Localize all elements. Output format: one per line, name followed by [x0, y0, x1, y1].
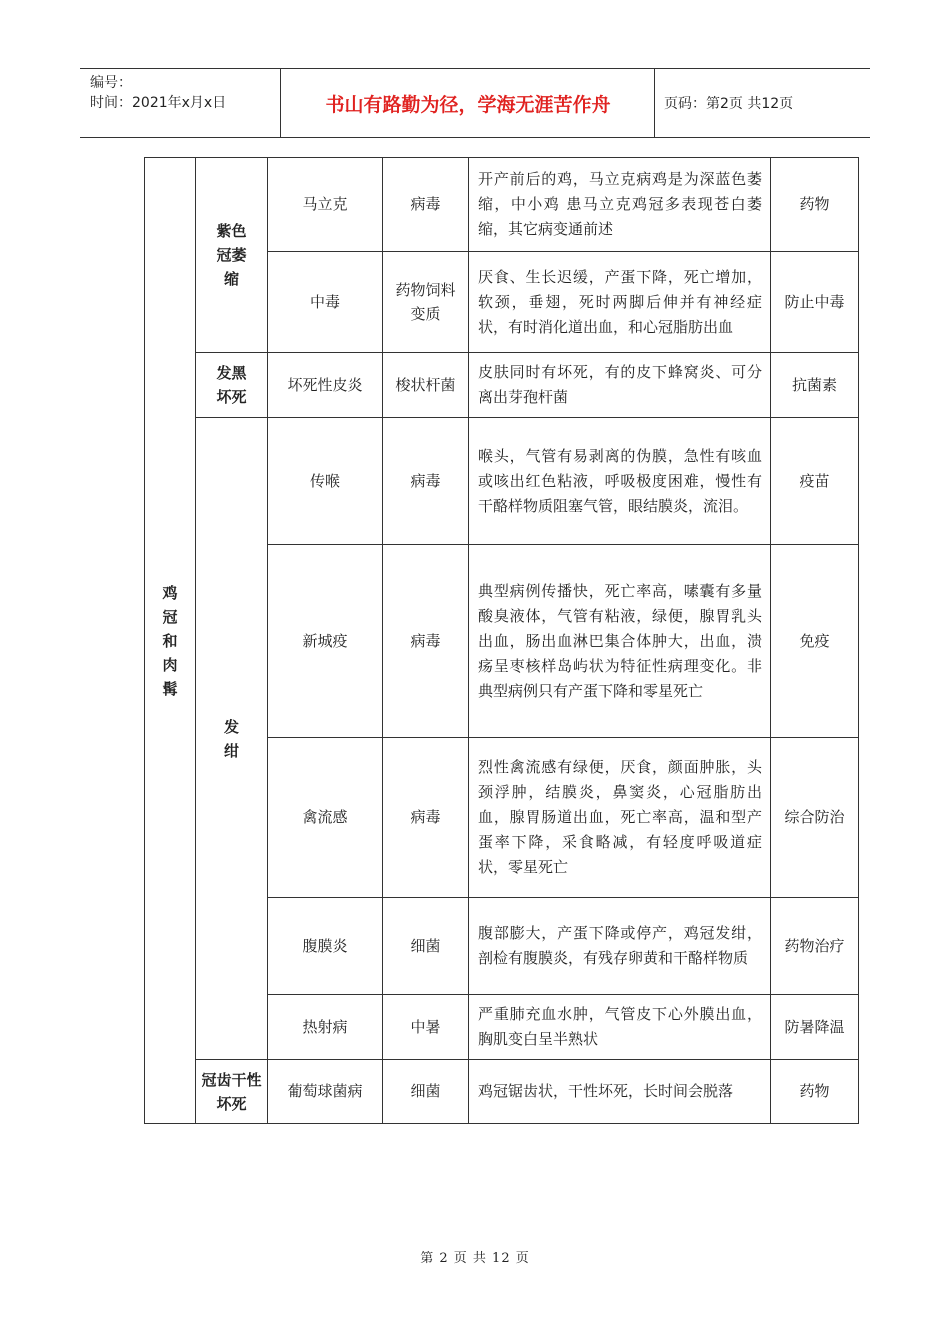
cause-cell [383, 252, 469, 353]
disease-cell: 新城疫 [268, 545, 383, 738]
table-row [145, 418, 859, 545]
description-cell: 严重肺充血水肿，气管皮下心外膜出血，胸肌变白呈半熟状 [469, 995, 771, 1060]
description-cell: 厌食、生长迟缓，产蛋下降，死亡增加，软颈，垂翅，死时两脚后伸并有神经症状，有时消化道出血，和心冠脂肪出血 [469, 252, 771, 353]
cause-cell: 病毒 [383, 418, 469, 545]
symptom-cell [196, 418, 268, 1060]
symptom-cell [196, 1060, 268, 1124]
treatment-cell: 防暑降温 [771, 995, 859, 1060]
section-label: 鸡冠和肉髯 [162, 583, 178, 698]
page-footer: 第 2 页 共 12 页 [420, 1251, 530, 1266]
disease-table [144, 157, 859, 1124]
symptom-label: 紫色冠萎缩 [216, 222, 247, 288]
disease-cell: 腹膜炎 [268, 898, 383, 995]
treatment-cell: 抗菌素 [771, 353, 859, 418]
cause-cell: 病毒 [383, 545, 469, 738]
description-cell: 典型病例传播快，死亡率高，嗉囊有多量酸臭液体，气管有粘液，绿便，腺胃乳头出血，肠出血淋巴集合体肿大，出血，溃疡呈枣核样岛屿状为特征性病理变化。非典型病例只有产蛋下降和零星死亡 [469, 545, 771, 738]
document-header [80, 68, 870, 138]
table-row [145, 353, 859, 418]
description-cell: 烈性禽流感有绿便，厌食，颜面肿胀，头颈浮肿，结膜炎，鼻窦炎，心冠脂肪出血，腺胃肠道出血，死亡率高，温和型产蛋率下降，采食略减，有轻度呼吸道症状，零星死亡 [469, 738, 771, 898]
disease-cell: 传喉 [268, 418, 383, 545]
cause-label: 药物饲料变质 [395, 281, 456, 323]
table-row [145, 1060, 859, 1124]
symptom-cell [196, 158, 268, 353]
section-cell [145, 158, 196, 1124]
symptom-label: 发黑坏死 [216, 364, 247, 406]
disease-cell: 葡萄球菌病 [268, 1060, 383, 1124]
cause-cell: 中暑 [383, 995, 469, 1060]
description-cell: 皮肤同时有坏死，有的皮下蜂窝炎、可分离出芽孢杆菌 [469, 353, 771, 418]
header-motto: 书山有路勤为径，学海无涯苦作舟 [282, 69, 655, 137]
treatment-cell: 药物 [771, 1060, 859, 1124]
table-row [145, 158, 859, 252]
treatment-cell: 综合防治 [771, 738, 859, 898]
symptom-label: 冠齿干性坏死 [201, 1070, 262, 1113]
cause-cell: 细菌 [383, 1060, 469, 1124]
cause-cell: 病毒 [383, 738, 469, 898]
description-cell: 腹部膨大，产蛋下降或停产，鸡冠发绀，剖检有腹膜炎，有残存卵黄和干酪样物质 [469, 898, 771, 995]
treatment-cell: 免疫 [771, 545, 859, 738]
cause-cell: 细菌 [383, 898, 469, 995]
header-meta [80, 69, 281, 137]
cause-cell: 病毒 [383, 158, 469, 252]
treatment-cell: 防止中毒 [771, 252, 859, 353]
disease-cell: 马立克 [268, 158, 383, 252]
disease-cell: 中毒 [268, 252, 383, 353]
cause-cell: 梭状杆菌 [383, 353, 469, 418]
disease-cell: 热射病 [268, 995, 383, 1060]
disease-cell: 禽流感 [268, 738, 383, 898]
treatment-cell: 药物治疗 [771, 898, 859, 995]
description-cell: 喉头，气管有易剥离的伪膜，急性有咳血或咳出红色粘液，呼吸极度困难，慢性有干酪样物质阻塞气管，眼结膜炎，流泪。 [469, 418, 771, 545]
header-page-info: 页码：第2页 共12页 [664, 96, 794, 112]
document-number-label: 编号： [90, 75, 132, 91]
treatment-cell: 疫苗 [771, 418, 859, 545]
treatment-cell: 药物 [771, 158, 859, 252]
description-cell: 开产前后的鸡，马立克病鸡是为深蓝色萎缩，中小鸡 患马立克鸡冠多表现苍白萎缩，其它病变通前述 [469, 158, 771, 252]
document-time-label: 时间：2021年x月x日 [90, 95, 227, 111]
symptom-label: 发绀 [223, 717, 239, 760]
disease-cell: 坏死性皮炎 [268, 353, 383, 418]
symptom-cell [196, 353, 268, 418]
description-cell: 鸡冠锯齿状，干性坏死，长时间会脱落 [469, 1060, 771, 1124]
